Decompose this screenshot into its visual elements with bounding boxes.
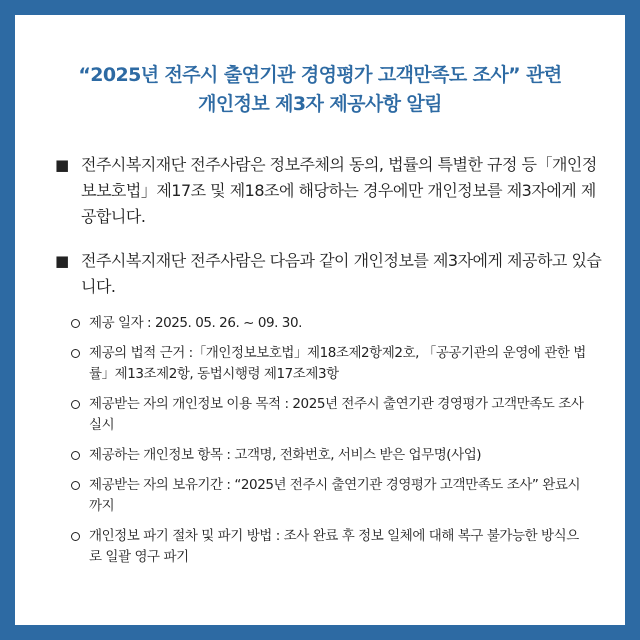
list-item — [71, 445, 591, 466]
circle-bullet-icon — [71, 400, 80, 409]
list-item — [71, 343, 591, 385]
item-text: 제공의 법적 근거 :「개인정보보호법」제18조제2항제2호, 「공공기관의 운영에 관한 법률」제13조제2항, 동법시행령 제17조제3항 — [89, 345, 586, 382]
square-bullet-icon: ■ — [55, 252, 69, 270]
circle-bullet-icon — [71, 532, 80, 541]
item-text: 제공받는 자의 보유기간 : “2025년 전주시 출연기관 경영평가 고객만족도 조사” 완료시까지 — [89, 477, 581, 514]
list-item — [71, 313, 591, 334]
item-text: 제공 일자 : 2025. 05. 26. ~ 09. 30. — [89, 315, 302, 331]
paragraph-text: 전주시복지재단 전주사람은 정보주체의 동의, 법률의 특별한 규정 등「개인정보보호법」제17조 및 제18조에 해당하는 경우에만 개인정보를 제3자에게 제공합니다. — [81, 155, 597, 226]
title-line-2: 개인정보 제3자 제공사항 알림 — [198, 93, 442, 115]
list-item — [71, 475, 591, 517]
list-item — [71, 526, 591, 568]
provision-details-list — [71, 313, 591, 577]
paragraph-legal-basis — [55, 152, 605, 230]
list-item — [71, 394, 591, 436]
circle-bullet-icon — [71, 451, 80, 460]
title-line-1: “2025년 전주시 출연기관 경영평가 고객만족도 조사” 관련 — [78, 64, 562, 86]
item-text: 제공하는 개인정보 항목 : 고객명, 전화번호, 서비스 받은 업무명(사업) — [89, 447, 482, 463]
paragraph-provision — [55, 248, 605, 300]
circle-bullet-icon — [71, 481, 80, 490]
item-text: 개인정보 파기 절차 및 파기 방법 : 조사 완료 후 정보 일체에 대해 복구 불가능한 방식으로 일괄 영구 파기 — [89, 528, 579, 565]
notice-card — [15, 15, 625, 625]
notice-title — [15, 61, 625, 119]
circle-bullet-icon — [71, 319, 80, 328]
item-text: 제공받는 자의 개인정보 이용 목적 : 2025년 전주시 출연기관 경영평가 고객만족도 조사 실시 — [89, 396, 584, 433]
square-bullet-icon: ■ — [55, 156, 69, 174]
paragraph-text: 전주시복지재단 전주사람은 다음과 같이 개인정보를 제3자에게 제공하고 있습니다. — [81, 251, 602, 296]
circle-bullet-icon — [71, 349, 80, 358]
